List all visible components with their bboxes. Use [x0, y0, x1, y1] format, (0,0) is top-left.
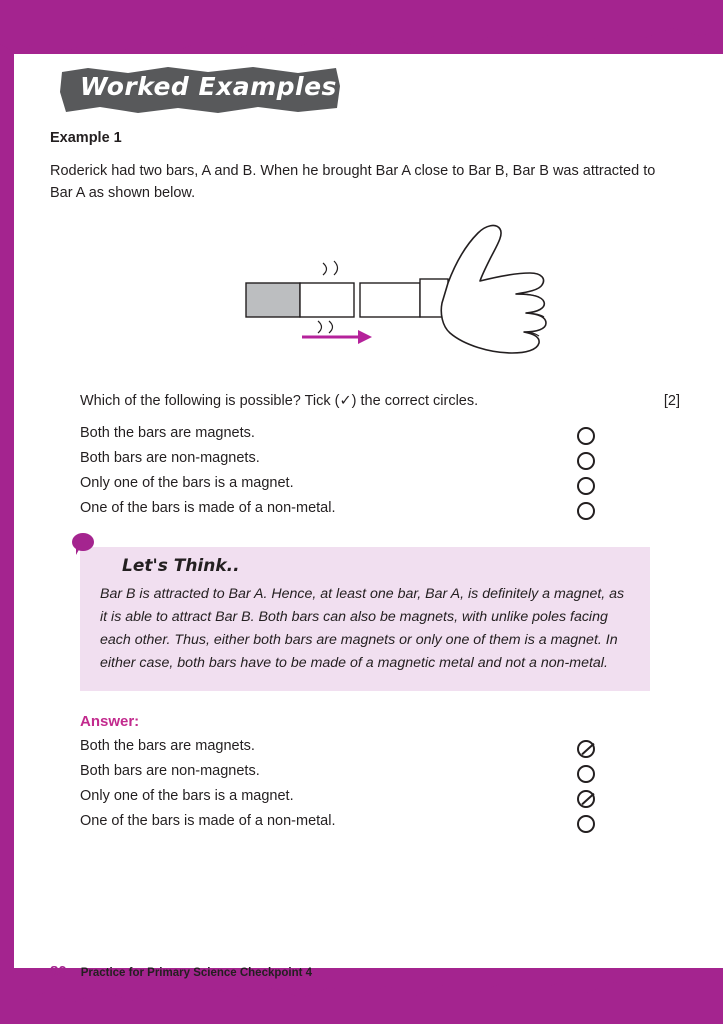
answers-list — [80, 738, 680, 838]
option-row — [80, 500, 680, 525]
option-row — [80, 475, 680, 500]
magnet-bars-figure — [50, 217, 680, 387]
banner-title: Worked Examples — [80, 72, 337, 101]
answer-label-text: One of the bars is made of a non-metal. — [80, 812, 336, 829]
lets-think-title: Let's Think.. — [122, 555, 240, 576]
answer-circle[interactable] — [577, 815, 595, 833]
answer-label-text: Only one of the bars is a magnet. — [80, 787, 294, 804]
answer-label-text: Both bars are non-magnets. — [80, 762, 260, 779]
figure-illustration-icon — [50, 217, 680, 387]
lets-think-header — [100, 557, 632, 583]
top-torn-border — [0, 0, 723, 54]
answer-circle-ticked[interactable] — [577, 790, 595, 808]
answer-row — [80, 813, 680, 838]
answer-row — [80, 788, 680, 813]
question-instruction: Which of the following is possible? Tick (✓) the correct circles. — [80, 392, 479, 409]
lets-think-box — [80, 547, 650, 691]
option-label: Both the bars are magnets. — [80, 424, 255, 441]
page-number: 80 — [50, 963, 67, 980]
option-row — [80, 425, 680, 450]
question-stem: Roderick had two bars, A and B. When he brought Bar A close to Bar B, Bar B was attracted to Bar A as shown below. — [50, 163, 656, 202]
lets-think-body: Bar B is attracted to Bar A. Hence, at least one bar, Bar A, is definitely a magnet, as it is able to attract Bar B. Both bars can also be magnets, with unlike poles facing each other. Thus, either both bars are magnets or only one of them is a magnet. In either case, both bars have to be made of a magnetic metal and not a non-metal. — [100, 585, 625, 671]
page-footer — [50, 963, 312, 980]
options-list — [80, 425, 680, 525]
answer-circle[interactable] — [577, 765, 595, 783]
option-circle[interactable] — [577, 502, 595, 520]
answer-row — [80, 763, 680, 788]
option-circle[interactable] — [577, 452, 595, 470]
marks-allocation: [2] — [663, 392, 680, 409]
answer-label: Answer: — [80, 712, 140, 730]
footer-title: Practice for Primary Science Checkpoint 4 — [80, 967, 313, 979]
worked-examples-banner — [58, 66, 343, 114]
lets-think-panel — [80, 547, 650, 691]
example-label: Example 1 — [50, 130, 122, 146]
option-label: One of the bars is made of a non-metal. — [80, 499, 336, 516]
left-magenta-border — [0, 0, 14, 1024]
document-content — [50, 66, 680, 838]
option-row — [80, 450, 680, 475]
answer-row — [80, 738, 680, 763]
question-instruction-row — [80, 393, 680, 409]
speech-bubble-icon — [72, 533, 94, 551]
option-circle[interactable] — [577, 427, 595, 445]
option-circle[interactable] — [577, 477, 595, 495]
answer-label-text: Both the bars are magnets. — [80, 737, 255, 754]
answer-circle-ticked[interactable] — [577, 740, 595, 758]
option-label: Only one of the bars is a magnet. — [80, 474, 294, 491]
option-label: Both bars are non-magnets. — [80, 449, 260, 466]
